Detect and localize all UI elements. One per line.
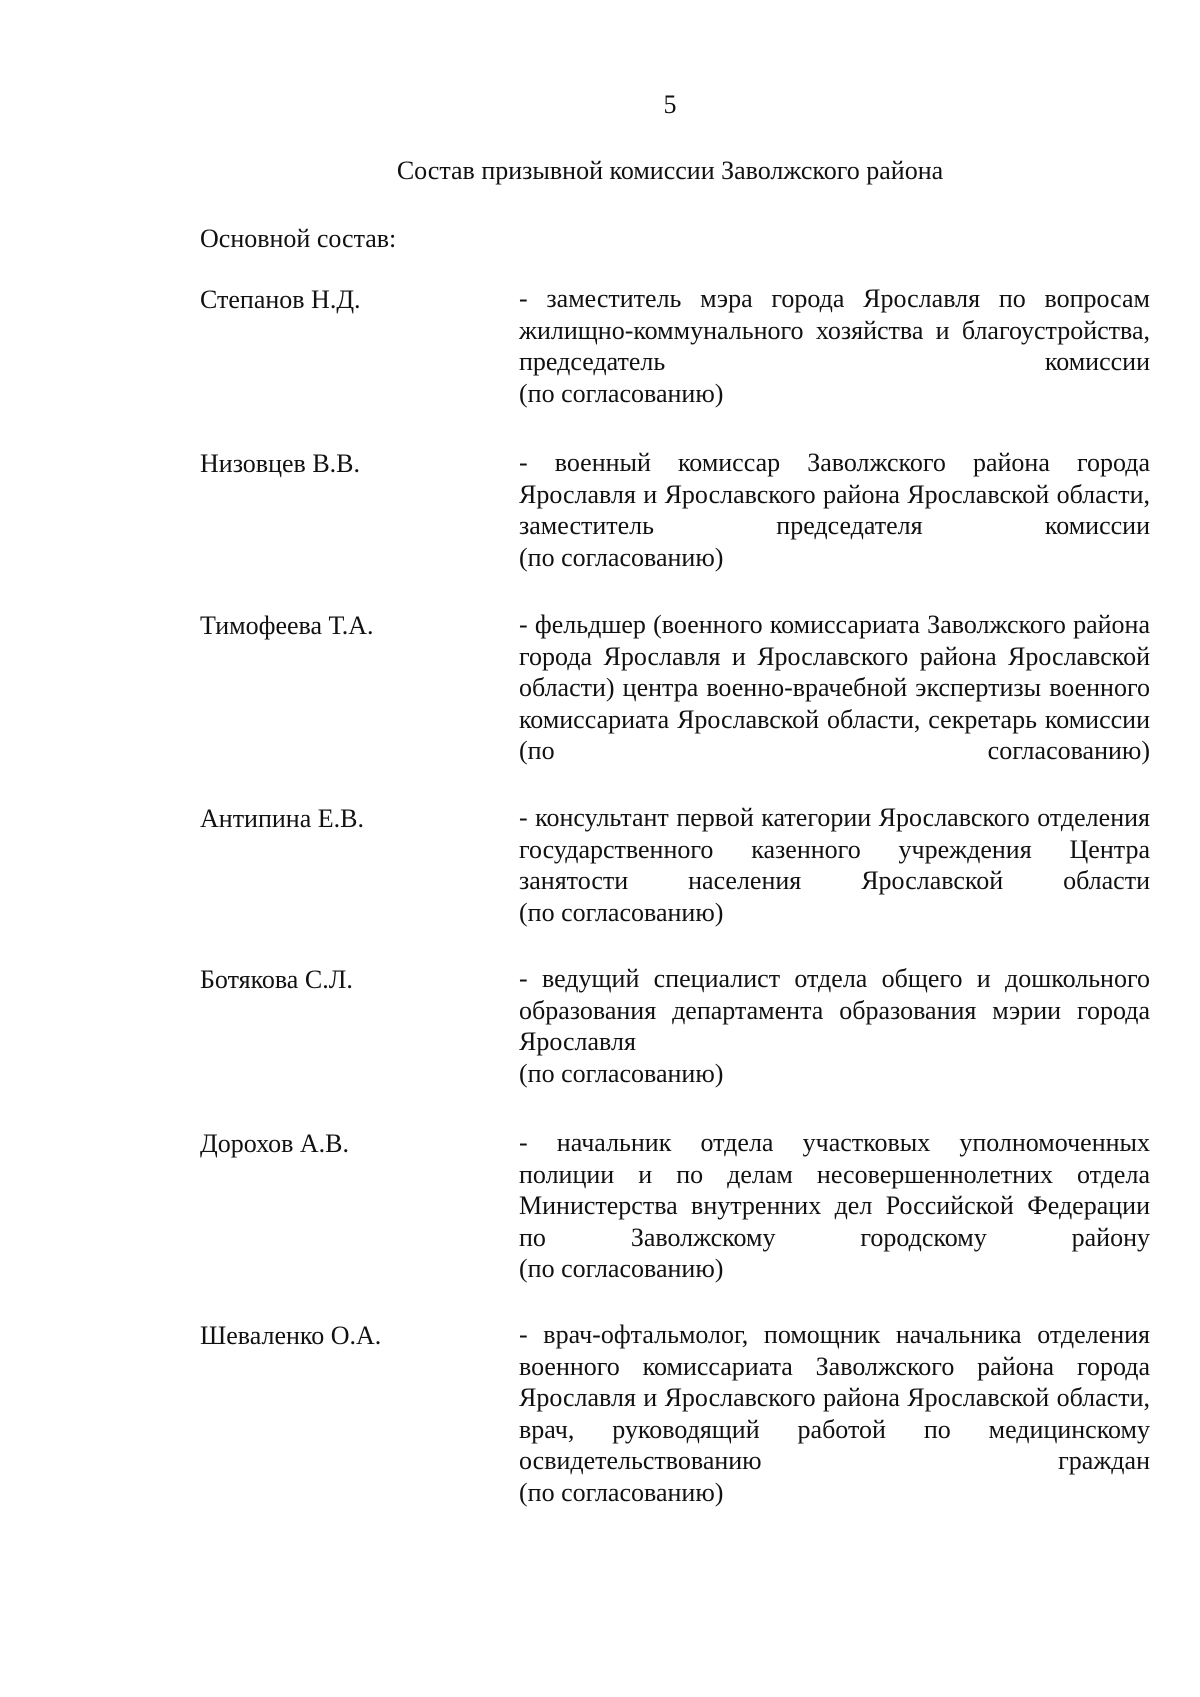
member-role [519,963,1150,1089]
member-role [519,447,1150,573]
member-role-text: - ведущий специалист отдела общего и дошкольного образования департамента образования мэрии города Ярославля [519,964,1150,1056]
member-name: Степанов Н.Д. [200,285,361,314]
member-name: Дорохов А.В. [200,1129,349,1158]
member-name: Низовцев В.В. [200,449,360,478]
member-role [519,1127,1150,1285]
member-role-text: - фельдшер (военного комиссариата Заволжского района города Ярославля и Ярославского района Ярославской области) центра военно-врачебной экспертизы военного комиссариата Ярославской области, секретарь комиссии (по согласованию) [519,610,1150,765]
member-role [519,802,1150,928]
member-name: Антипина Е.В. [200,804,364,833]
page-title: Состав призывной комиссии Заволжского района [396,156,944,185]
member-role-note: (по согласованию) [519,378,724,408]
member-name: Тимофеева Т.А. [200,611,374,640]
member-name: Шеваленко О.А. [200,1321,382,1350]
member-role [519,283,1150,409]
member-role-text: - консультант первой категории Ярославского отделения государственного казенного учреждения Центра занятости населения Ярославской области [519,803,1150,895]
member-role-text: - начальник отдела участковых уполномоченных полиции и по делам несовершеннолетних отдела Министерства внутренних дел Российской Федерации по Заволжскому городскому району [519,1128,1150,1252]
member-role [519,609,1150,767]
member-role-text: - врач-офтальмолог, помощник начальника отделения военного комиссариата Заволжского района города Ярославля и Ярославского района Ярославской области, врач, руководящий работой по медицинскому освидетельствованию граждан [519,1320,1150,1475]
member-role-text: - заместитель мэра города Ярославля по вопросам жилищно-коммунального хозяйства и благоустройства, председатель комиссии [519,284,1150,376]
member-role-note: (по согласованию) [519,542,724,572]
member-role-note: (по согласованию) [519,1254,724,1283]
member-role [519,1319,1150,1508]
member-role-note: (по согласованию) [519,1477,724,1507]
member-name: Ботякова С.Л. [200,965,353,994]
section-label: Основной состав: [200,224,397,253]
member-role-note: (по согласованию) [519,897,724,927]
member-role-note: (по согласованию) [519,1058,724,1088]
page-number: 5 [663,90,677,119]
member-role-text: - военный комиссар Заволжского района города Ярославля и Ярославского района Ярославской области, заместитель председателя комиссии [519,448,1150,540]
